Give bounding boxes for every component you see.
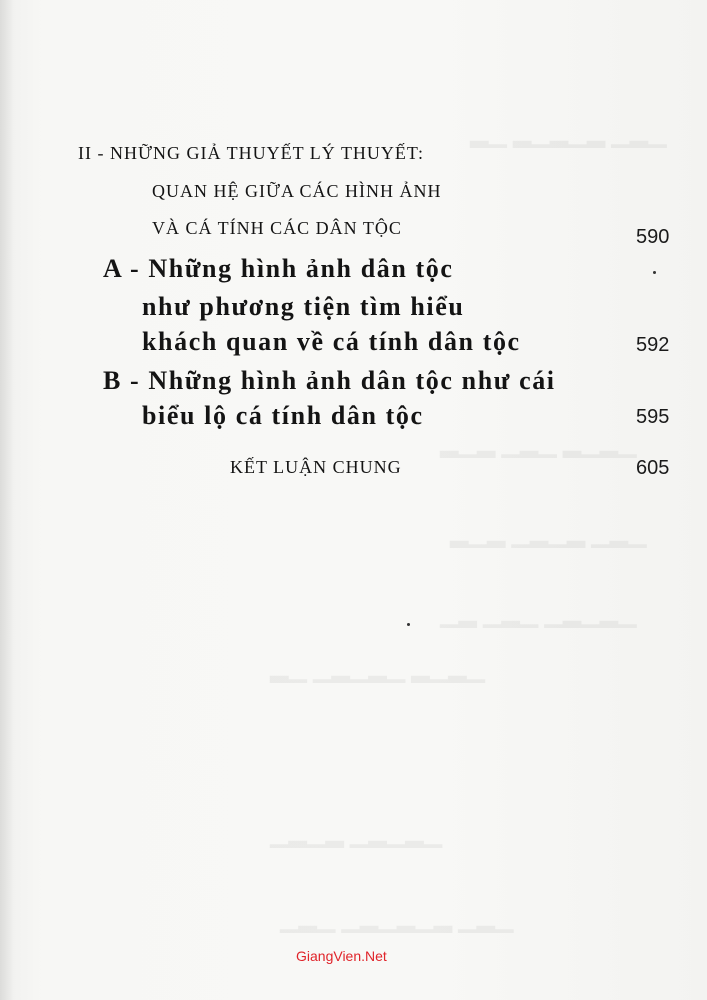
watermark-text: GiangVien.Net <box>296 948 387 964</box>
bleed-through-decoration: ▁▂▁▂ ▁▂▁ ▂▁▂ <box>440 432 637 458</box>
toc-section-a-title-line3: khách quan về cá tính dân tộc <box>142 327 521 356</box>
toc-section-ii-page: 590 <box>636 226 670 248</box>
toc-section-ii-title-line3: VÀ CÁ TÍNH CÁC DÂN TỘC <box>152 218 402 238</box>
bleed-through-decoration: ▁▂▁ ▂▁▂▁ ▂▁▂ <box>450 522 647 548</box>
bleed-through-decoration: ▁▂▁▂ ▁▂▁▂▁ ▁▂ <box>270 657 486 683</box>
toc-section-a-title-line2: như phương tiện tìm hiểu <box>142 292 465 321</box>
page-edge-shadow <box>0 0 14 1000</box>
toc-conclusion-page: 605 <box>636 457 670 479</box>
toc-section-a-page: 592 <box>636 334 670 356</box>
bleed-through-decoration: ▁▂▁ ▂▁▂▁▂ ▁▂ <box>470 122 667 148</box>
toc-section-b-page: 595 <box>636 406 670 428</box>
toc-section-ii-title-line2: QUAN HỆ GIỮA CÁC HÌNH ẢNH <box>152 181 442 201</box>
bleed-through-decoration: ▁▂▁▂▁ ▂▁▂▁ <box>270 822 443 848</box>
scan-speck <box>407 623 410 626</box>
scan-speck <box>653 271 656 274</box>
toc-section-b-title-line2: biểu lộ cá tính dân tộc <box>142 401 424 430</box>
toc-section-b-title: B - Những hình ảnh dân tộc như cái <box>103 366 556 395</box>
toc-section-a-title: A - Những hình ảnh dân tộc <box>103 254 454 283</box>
toc-section-ii-title: II - NHỮNG GIẢ THUYẾT LÝ THUYẾT: <box>78 143 425 163</box>
bleed-through-decoration: ▁▂▁ ▂▁▂▁▂▁ ▁▂▁ <box>280 907 514 933</box>
bleed-through-decoration: ▁▂▁▂▁ ▁▂▁ ▂▁ <box>440 602 637 628</box>
toc-conclusion-title: KẾT LUẬN CHUNG <box>230 457 402 477</box>
